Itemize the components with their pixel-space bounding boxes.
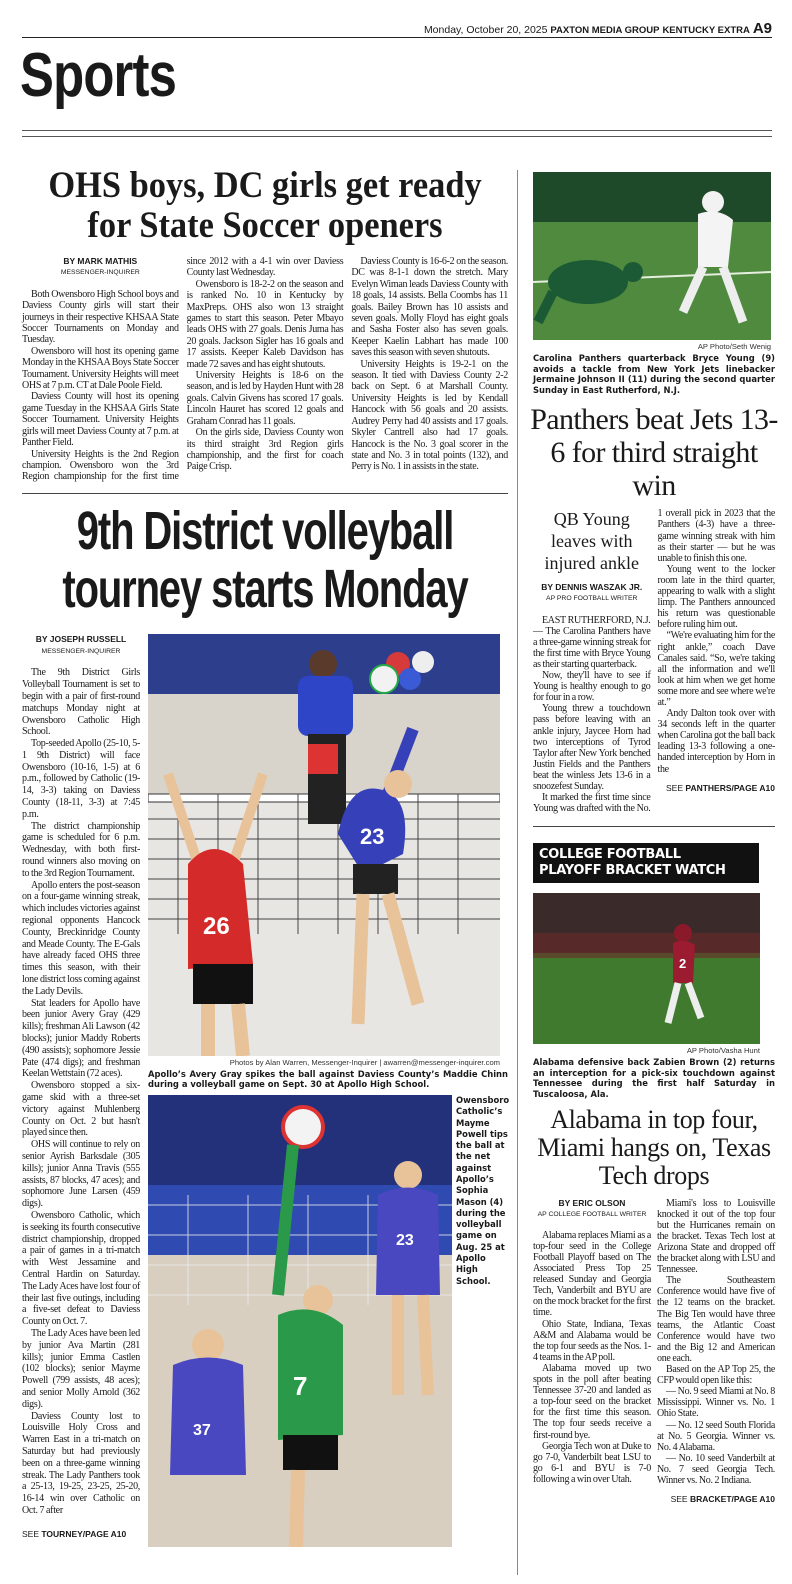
panthers-article [533, 508, 775, 814]
jump-see: SEE [666, 782, 684, 793]
article-body [22, 667, 140, 1516]
jump-see: SEE [22, 1528, 40, 1539]
photo-caption: Alabama defensive back Zabien Brown (2) returns an interception for a pick-six touchdown against Tennessee during the first half Saturday in Tuscaloosa, Ala. [533, 1057, 775, 1100]
byline-affiliation: MESSENGER-INQUIRER [60, 269, 140, 277]
left-column [22, 166, 508, 1547]
paragraph: The Lady Aces have been led by junior Ava Martin (281 kills); junior Emma Castlen (102 blocks); senior Mayme Powell (799 assists, 48 aces); and senior Molly Arnold (362 digs). [22, 1327, 140, 1410]
volleyball-headline [22, 502, 508, 620]
paragraph: Georgia Tech won at Duke to go 7-0, Vanderbilt beat LSU to go 6-1 and BYU is 7-0 following a win over Utah. [533, 1440, 651, 1485]
paragraph: Alabama replaces Miami as a top-four seed in the College Football Playoff based on The Associated Press Top 25 released Sunday and Georgia Tech, Vanderbilt and BYU are on the mock bracket for the first time. [533, 1229, 651, 1319]
paragraph: Andy Dalton took over with 34 seconds left in the quarter when Carolina got the ball back leading 13-3 following a one-handed interception by Horn in the [657, 708, 775, 775]
page-number: A9 [752, 20, 772, 37]
volleyball-headline-line: tourney starts Monday [62, 558, 468, 619]
paragraph: Top-seeded Apollo (25-10, 5-1 9th District) will face Owensboro (10-16, 1-5) at 6 p.m., followed by Catholic (19-14, 3-3) taking on Daviess County (18-11, 3-3) at 7:45 p.m. [22, 738, 140, 820]
paragraph: The Southeastern Conference would have five of the 12 teams on the bracket. The Big Ten would have three teams, the Atlantic Coast Conference would have two and the Big 12 and American one each. [657, 1275, 775, 1364]
jersey-number: 23 [360, 823, 385, 849]
cfp-article [533, 1198, 775, 1506]
paragraph: Daviess County will host its opening game Tuesday in the KHSAA Girls State Soccer Tournament. University Heights girls will meet Daviess County at 7 p.m. at Panther Field. [22, 391, 179, 449]
page-header [22, 20, 772, 38]
soccer-headline-line: OHS boys, DC girls get ready [48, 165, 482, 206]
paragraph: University Heights is 19-2-1 on the season. It tied with Daviess County 2-2 back on Sept. 6 at Marshall County. University Heights is led by Kendall Hancock with 56 goals and 20 assists. Audrey Perry had 40 assists and 17 goals. Skyler Cantrell also had 17 goals. Hancock is the No. 3 goal scorer in the state and No. 3 in total points (132), and Perry is No. 1 in assists in the state. [351, 358, 508, 473]
article-body [533, 1198, 775, 1506]
photo-2-row [148, 1095, 508, 1547]
jersey-number: 26 [203, 912, 230, 940]
volleyball-row [22, 634, 508, 1547]
article-body [22, 256, 508, 483]
paragraph: Alabama moved up two spots in the poll after beating Tennessee 37-20 and landed as a top-four seed on the bracket for the first time this season. The top four seeds receive a first-round bye. [533, 1362, 651, 1441]
paragraph: Owensboro will host its opening game Monday in the KHSAA Boys State Soccer Tournament. University Heights will meet OHS at 7 p.m. CT at Dale Poole Field. [22, 345, 179, 392]
paragraph: It marked the first time since Young was drafted with the No. 1 overall pick in 2023 that the Panthers (4-3) have a three-game winning streak with him as their starter — but he was unable to finish this one. [533, 508, 775, 815]
paragraph: Daviess County is 16-6-2 on the season. DC was 8-1-1 down the stretch. Mary Evelyn Wiman leads Daviess County with 18 goals, 14 assists. Bella Coombs has 11 goals. Bailey Brown has 10 assists and seven goals. Molly Floyd has eight goals and Sasha Foster also has seven goals. Keeper Kaelin Labhart has made 100 saves this season with seven shutouts. [351, 256, 508, 359]
cfp-label: PLAYOFF BRACKET WATCH [539, 863, 726, 879]
paragraph: Owensboro is 18-2-2 on the season and is ranked No. 10 in Kentucky by MaxPreps. OHS also won 13 straight games to start this season. Peter Mbayo leads OHS with 27 goals. Denis Juma has 20 goals. Jackson Sigler has 16 goals and 17 assists. Keeper Kaleb Davidson has made 72 saves and has eight shutouts. [186, 278, 344, 370]
paragraph: OHS will continue to rely on senior Ayrish Barksdale (305 kills); junior Anna Travis (555 assists, 87 blocks, 47 aces); and sophomore June Larsen (459 digs). [22, 1139, 140, 1210]
jump-reference[interactable]: TOURNEY/PAGE A10 [41, 1528, 127, 1539]
paragraph: Based on the AP Top 25, the CFP would open like this: [657, 1364, 775, 1387]
volleyball-ball [370, 665, 398, 693]
jump-reference[interactable]: PANTHERS/PAGE A10 [685, 782, 775, 793]
volleyball-headline-line: 9th District volleyball [76, 500, 454, 561]
section-title: Sports [20, 41, 177, 110]
paragraph: Apollo enters the post-season on a four-game winning streak, which includes victories against regional opponents Hancock County, Breckinridge County and Meade County. The E-Gals have already faced OHS three times this season, with their lone district loss coming against the Lady Devils. [22, 879, 140, 997]
cfp-label: COLLEGE FOOTBALL [539, 847, 681, 863]
byline: BY MARK MATHIS [63, 256, 138, 266]
jersey-number: 23 [396, 1231, 414, 1249]
cfp-label-box [533, 843, 759, 883]
jersey-number: 37 [193, 1421, 211, 1439]
jump-see: SEE [670, 1494, 688, 1505]
soccer-article [22, 256, 508, 483]
photo-credit: AP Photo/Vasha Hunt [686, 1046, 760, 1056]
byline-affiliation: AP PRO FOOTBALL WRITER [546, 595, 638, 603]
volleyball-article [22, 634, 140, 1541]
jump-line[interactable] [22, 1529, 140, 1541]
paragraph: Young went to the locker room late in the third quarter, appearing to walk with a slight limp. The Panthers announced his return was questionable before ruling him out. [657, 563, 775, 631]
jump-reference[interactable]: BRACKET/PAGE A10 [689, 1494, 775, 1505]
paragraph: — No. 10 seed Vanderbilt at No. 7 seed Georgia Tech. Winner vs. No. 2 Indiana. [657, 1452, 775, 1486]
panthers-subhead: QB Young leaves with injured ankle [544, 509, 639, 574]
paragraph: — No. 9 seed Miami at No. 8 Mississippi. Winner vs. No. 1 Ohio State. [657, 1386, 775, 1420]
alabama-photo [533, 893, 760, 1044]
volleyball-photo-2 [148, 1095, 452, 1547]
paragraph: Miami's loss to Louisville knocked it out of the top four but the Hurricanes remain on the bracket. Texas Tech lost at Arizona State and dropped off the bracket along with LSU and Tennessee. [657, 1197, 775, 1276]
byline-affiliation: AP COLLEGE FOOTBALL WRITER [537, 1210, 647, 1218]
photo-caption: Apollo’s Avery Gray spikes the ball against Daviess County’s Maddie Chinn during a volleyball game on Sept. 30 at Apollo High School. [148, 1068, 508, 1090]
issue-date: Monday, October 20, 2025 [423, 24, 548, 36]
paragraph: Now, they'll have to see if Young is healthy enough to go for four in a row. [533, 670, 651, 704]
panthers-headline: Panthers beat Jets 13-6 for third straight win [530, 403, 778, 503]
paragraph: — No. 12 seed South Florida at No. 5 Georgia. Winner vs. No. 4 Alabama. [657, 1419, 775, 1453]
paragraph: On the girls side, Daviess County won its third straight 3rd Region girls championship, and the first for coach Paige Crisp. [186, 427, 344, 473]
volleyball-photos [148, 634, 508, 1547]
paragraph: Owensboro stopped a six-game skid with a three-set victory against Muhlenberg County on Oct. 2 but hasn't played since then. [22, 1080, 140, 1139]
paragraph: University Heights is 18-6 on the season, and is led by Hayden Hunt with 28 goals. Calvin Givens has scored 17 goals. Lincoln Hauret has scored 12 goals and Graham Conrad has 11 goals. [186, 370, 344, 427]
cfp-headline: Alabama in top four, Miami hangs on, Texas Tech drops [537, 1104, 771, 1190]
jump-line[interactable] [657, 1494, 775, 1505]
story-divider [533, 826, 775, 827]
panthers-photo [533, 172, 771, 340]
paragraph: Owensboro Catholic, which is seeking its fourth consecutive district championship, dropped a pair of games in a tri-match with West Jessamine and Central Hardin on Saturday. The Lady Aces have lost four of their last five outings, including a five-set defeat to Daviess County on Oct. 7. [22, 1209, 140, 1328]
paragraph: Stat leaders for Apollo have been junior Avery Gray (429 kills); freshman Ali Lawson (42 blocks); junior Maddy Roberts (490 assists); sophomore Jessie Pate (474 digs); and freshman Keelan Wettstain (72 aces). [22, 997, 140, 1080]
right-column [530, 172, 778, 1505]
byline: BY DENNIS WASZAK JR. [541, 582, 643, 593]
story-divider [22, 493, 508, 494]
soccer-headline [22, 166, 508, 246]
volleyball-photo-1 [148, 634, 500, 1056]
edition: KENTUCKY EXTRA [662, 25, 750, 36]
paragraph: The district championship game is scheduled for 6 p.m. Wednesday, with both first-round winners also moving on to the 3rd Region Tournament. [22, 820, 140, 879]
paragraph: University Heights is the 2nd Region champion. Owensboro won the 3rd Region championship for the first time since 2012 with a 4-1 win over Daviess County last Wednesday. [22, 256, 344, 483]
byline: BY JOSEPH RUSSELL [35, 633, 127, 644]
paragraph: “We're evaluating him for the right ankle,” coach Dave Canales said. “So, we're taking all the information and we'll look at him when we get home some more and see where we're at.” [657, 630, 775, 708]
jersey-number: 7 [293, 1370, 308, 1401]
photo-caption: Carolina Panthers quarterback Bryce Young (9) avoids a tackle from New York Jets linebacker Jermaine Johnson II (11) during the second quarter Sunday in East Rutherford, N.J. [533, 353, 775, 395]
paragraph: EAST RUTHERFORD, N.J. — The Carolina Panthers have a three-game winning streak for the first time with Bryce Young as their starting quarterback. [533, 614, 651, 670]
photo-caption: Owensboro Catholic’s Mayme Powell tips the ball at the net against Apollo’s Sophia Mason (4) during the volleyball game on Aug. 25 at Apollo High School. [456, 1094, 510, 1286]
section-divider [22, 130, 772, 137]
photo-credit: AP Photo/Seth Wenig [697, 342, 771, 351]
byline: BY ERIC OLSON [558, 1197, 626, 1208]
soccer-headline-line: for State Soccer openers [87, 205, 443, 246]
paragraph: Young threw a touchdown pass before leaving with an ankle injury, Jaycee Horn had two interceptions of Tyrod Taylor after New York benched Justin Fields and the Panthers beat the winless Jets 13-6 in a snoozefest Sunday. [533, 703, 651, 792]
volleyball-ball [283, 1107, 323, 1147]
paragraph: Both Owensboro High School boys and Daviess County girls will start their journeys in their respective KHSAA State Soccer Tournaments on Monday and Tuesday. [22, 288, 179, 346]
photo-credit: Photos by Alan Warren, Messenger-Inquirer | awarren@messenger-inquirer.com [229, 1057, 500, 1067]
paragraph: The 9th District Girls Volleyball Tournament is set to begin with a pair of first-round matchups Monday night at Owensboro Catholic High School. [22, 667, 140, 738]
column-divider [517, 170, 518, 1575]
paragraph: Daviess County lost to Louisville Holy Cross and Warren East in a tri-match on Saturday but had previously been on a three-game winning streak. The Lady Panthers took a 25-13, 19-25, 23-25, 25-20, 16-14 win over Catholic on Oct. 7 after [22, 1410, 140, 1516]
publisher: PAXTON MEDIA GROUP [550, 25, 660, 36]
jump-line[interactable] [658, 783, 776, 794]
byline-affiliation: MESSENGER-INQUIRER [41, 647, 121, 655]
jersey-number: 2 [679, 956, 687, 972]
paragraph: Ohio State, Indiana, Texas A&M and Alabama would be the top four seeds as the Nos. 1-4 teams in the AP poll. [533, 1318, 651, 1363]
